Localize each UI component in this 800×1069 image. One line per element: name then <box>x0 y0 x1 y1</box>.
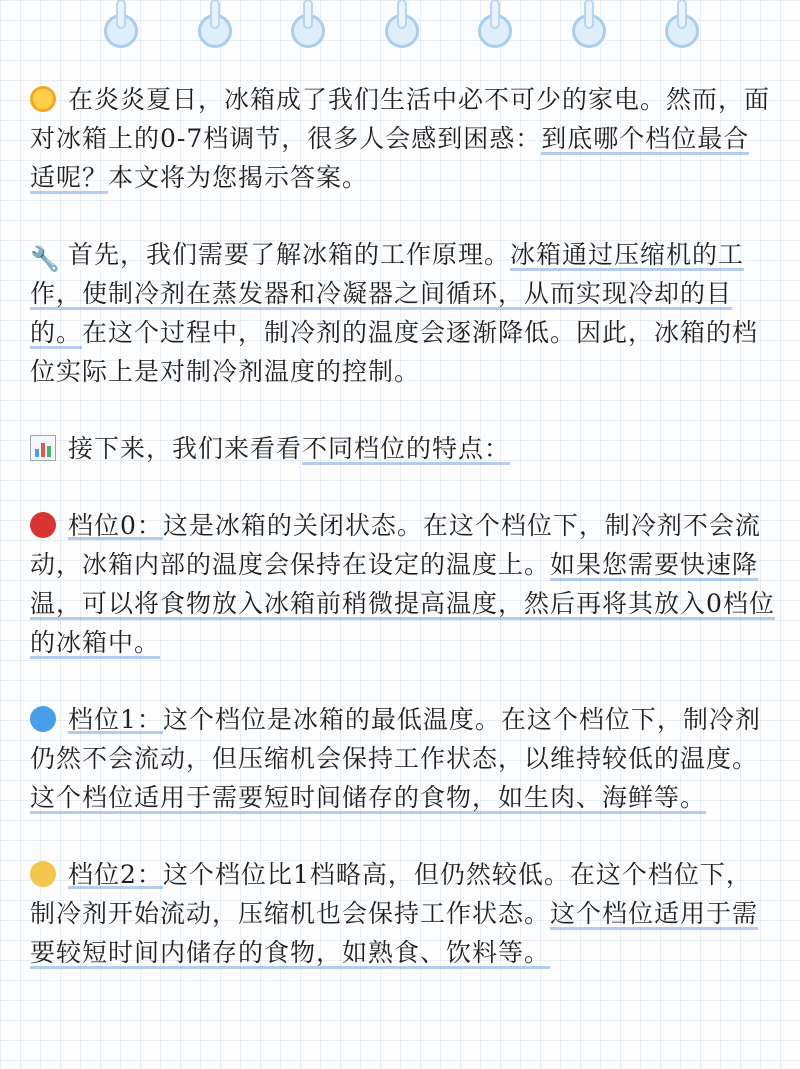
wrench-icon: 🔧 <box>30 245 61 273</box>
level0-label: 档位0： <box>68 511 163 540</box>
level0-highlight: 如果您需要快速降温，可以将食物放入冰箱前稍微提高温度，然后再将其放入0档位的冰箱中。 <box>30 550 775 657</box>
level1-highlight: 这个档位适用于需要短时间储存的食物，如生肉、海鲜等。 <box>30 783 707 812</box>
level2-highlight: 这个档位适用于需要较短时间内储存的食物，如熟食、饮料等。 <box>30 899 759 967</box>
binding-ring <box>198 14 232 48</box>
notebook-binding <box>0 0 800 60</box>
binding-ring <box>385 14 419 48</box>
binding-ring <box>291 14 325 48</box>
level0-paragraph <box>30 506 775 662</box>
principle-paragraph <box>30 235 775 391</box>
next-highlight: 不同档位的特点： <box>302 434 511 463</box>
principle-highlight: 冰箱通过压缩机的工作，使制冷剂在蒸发器和冷凝器之间循环，从而实现冷却的目的。 <box>30 240 745 347</box>
level2-text: 这个档位比1档略高，但仍然较低。在这个档位下，制冷剂开始流动，压缩机也会保持工作状态。 <box>30 860 752 928</box>
level1-paragraph <box>30 700 775 817</box>
binding-ring <box>104 14 138 48</box>
level0-text: 这是冰箱的关闭状态。在这个档位下，制冷剂不会流动，冰箱内部的温度会保持在设定的温度上。 <box>30 511 761 579</box>
intro-text: 在炎炎夏日，冰箱成了我们生活中必不可少的家电。然而，面对冰箱上的0-7档调节，很多人会感到困惑： <box>30 85 771 153</box>
binding-ring <box>572 14 606 48</box>
level1-text: 这个档位是冰箱的最低温度。在这个档位下，制冷剂仍然不会流动，但压缩机会保持工作状态，以维持较低的温度。 <box>30 705 761 773</box>
principle-text-end: 在这个过程中，制冷剂的温度会逐渐降低。因此，冰箱的档位实际上是对制冷剂温度的控制。 <box>30 318 759 386</box>
level1-label: 档位1： <box>68 705 163 734</box>
bar-chart-icon <box>30 435 56 461</box>
binding-ring <box>478 14 512 48</box>
next-paragraph <box>30 429 775 468</box>
binding-ring <box>665 14 699 48</box>
article-body <box>30 80 775 1010</box>
blue-circle-icon <box>30 706 56 732</box>
yellow-circle-icon <box>30 861 56 887</box>
sun-icon <box>30 86 56 112</box>
level2-paragraph <box>30 855 775 972</box>
principle-text: 首先，我们需要了解冰箱的工作原理。 <box>68 240 511 269</box>
intro-paragraph <box>30 80 775 197</box>
intro-highlight: 到底哪个档位最合适呢？ <box>30 124 750 192</box>
intro-text-end: 本文将为您揭示答案。 <box>108 163 369 192</box>
level2-label: 档位2： <box>68 860 163 889</box>
next-text: 接下来，我们来看看 <box>68 434 303 463</box>
red-circle-icon <box>30 512 56 538</box>
